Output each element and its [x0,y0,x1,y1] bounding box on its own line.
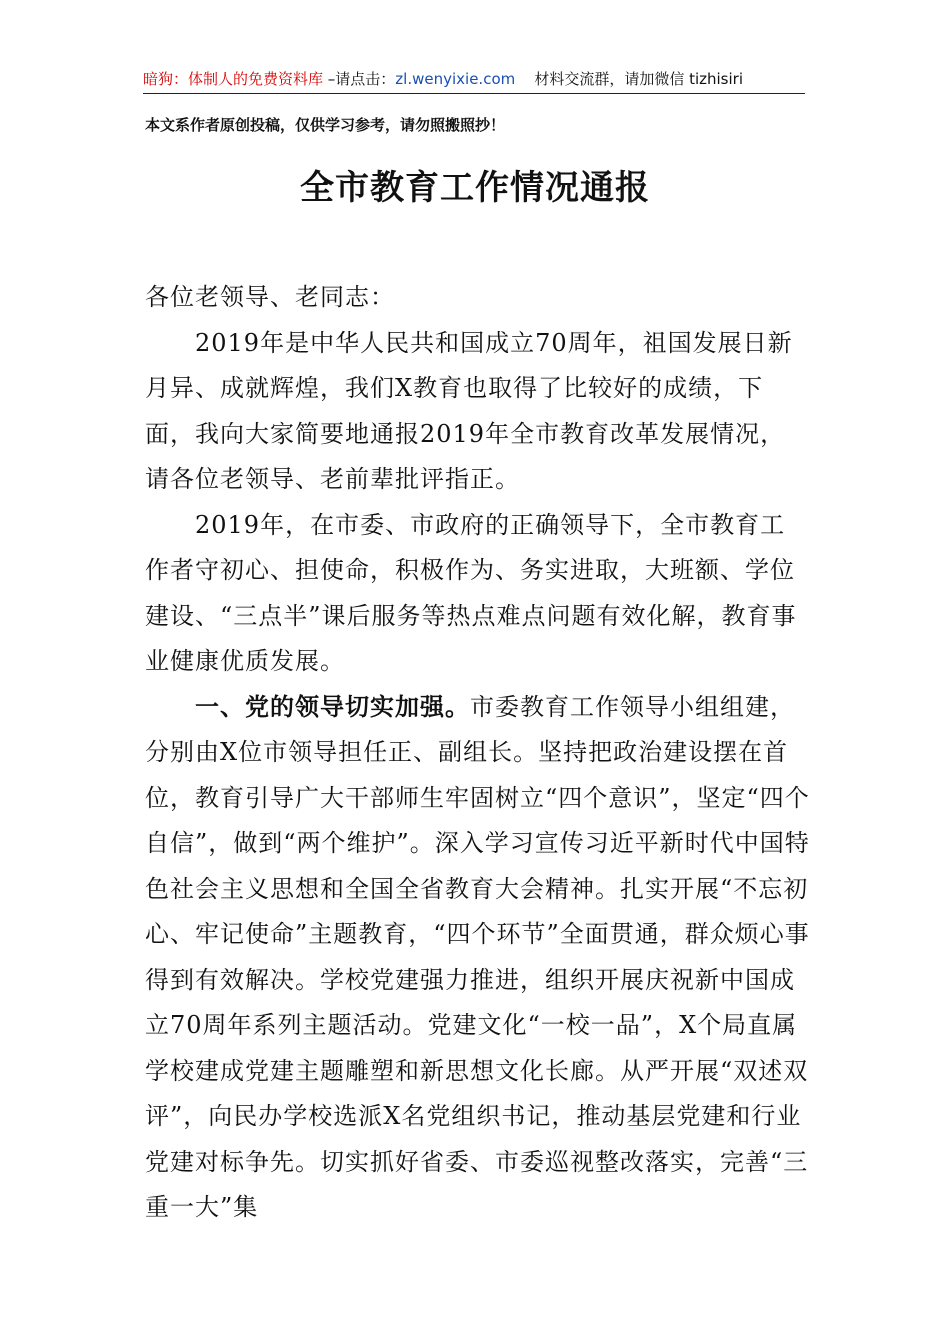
section-1 [145,685,810,1231]
site-link[interactable]: zl.wenyixie.com [395,70,516,88]
document-title: 全市教育工作情况通报 [300,168,650,208]
section-1-body: 市委教育工作领导小组组建，分别由X位市领导担任正、副组长。坚持把政治建设摆在首位，教育引导广大干部师生牢固树立“四个意识”，坚定“四个自信”，做到“两个维护”。深入学习宣传习近平新时代中国特色社会主义思想和全国全省教育大会精神。扎实开展“不忘初心、牢记使命”主题教育，“四个环节”全面贯通，群众烦心事得到有效解决。学校党建强力推进，组织开展庆祝新中国成立70周年系列主题活动。党建文化“一校一品”，X个局直属学校建成党建主题雕塑和新思想文化长廊。从严开展“双述双评”，向民办学校选派X名党组织书记，推动基层党建和行业党建对标争先。切实抓好省委、市委巡视整改落实，完善“三重一大”集 [145,692,810,1221]
site-brand: 暗狗：体制人的免费资料库 [143,70,324,88]
click-prefix: –请点击： [323,70,396,88]
header-divider [143,93,805,94]
wechat-info: 材料交流群，请加微信 tizhisiri [534,70,743,88]
section-1-heading: 一、党的领导切实加强。 [195,692,470,721]
header-banner [143,68,805,90]
document-body [145,275,810,1231]
paragraph: 2019年，在市委、市政府的正确领导下，全市教育工作者守初心、担使命，积极作为、务实进取，大班额、学位建设、“三点半”课后服务等热点难点问题有效化解，教育事业健康优质发展。 [145,510,797,675]
paragraph: 2019年是中华人民共和国成立70周年，祖国发展日新月异、成就辉煌，我们X教育也取得了比较好的成绩，下面，我向大家简要地通报2019年全市教育改革发展情况，请各位老领导、老前辈批评指正。 [145,328,793,493]
copyright-notice: 本文系作者原创投稿，仅供学习参考，请勿照搬照抄！ [145,116,506,134]
salutation: 各位老领导、老同志： [145,283,395,311]
